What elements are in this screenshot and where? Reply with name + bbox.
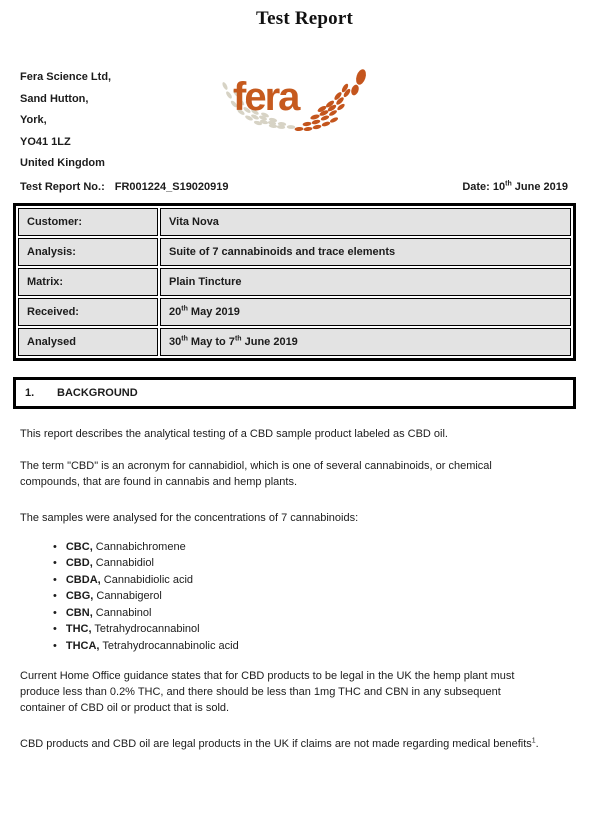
cannabinoid-item: • THCA, Tetrahydrocannabinolic acid <box>53 638 609 655</box>
cannabinoid-item: • CBG, Cannabigerol <box>53 588 609 605</box>
table-row <box>18 328 571 356</box>
cannabinoid-item: • CBDA, Cannabidiolic acid <box>53 572 609 589</box>
page-title: Test Report <box>255 8 353 29</box>
address-line: Fera Science Ltd, <box>20 71 112 83</box>
fera-logo-orange-seeds <box>295 68 368 132</box>
company-address <box>20 67 215 175</box>
report-number-label: Test Report No.: <box>20 180 105 193</box>
sample-info-table <box>13 203 576 361</box>
row-label: Customer: <box>18 208 158 236</box>
table-row <box>18 208 571 236</box>
background-paragraph: The samples were analysed for the concentrations of 7 cannabinoids: <box>20 511 359 524</box>
cannabinoid-list <box>53 539 609 655</box>
background-paragraph: The term "CBD" is an acronym for cannabidiol, which is one of several cannabinoids, or chemical compounds, that are found in cannabis and hemp plants. <box>20 459 492 488</box>
cannabinoid-item: • CBC, Cannabichromene <box>53 539 609 556</box>
section-title: BACKGROUND <box>57 386 138 399</box>
address-line: Sand Hutton, <box>20 92 89 105</box>
report-number <box>20 181 229 193</box>
report-meta-row <box>20 181 568 193</box>
row-value: 20th May 2019 <box>160 298 571 326</box>
fera-logo <box>215 65 375 137</box>
address-line: United Kingdom <box>20 157 105 169</box>
table-row <box>18 238 571 266</box>
address-line: YO41 1LZ <box>20 135 71 148</box>
background-paragraph: This report describes the analytical testing of a CBD sample product labeled as CBD oil. <box>20 427 448 440</box>
test-report-page <box>0 8 609 831</box>
cannabinoid-item: • CBD, Cannabidiol <box>53 555 609 572</box>
report-date: Date: 10th June 2019 <box>462 179 568 193</box>
row-value: 30th May to 7th June 2019 <box>160 328 571 356</box>
cannabinoid-item: • THC, Tetrahydrocannabinol <box>53 621 609 638</box>
section-header-background <box>13 377 576 409</box>
cannabinoid-item: • CBN, Cannabinol <box>53 605 609 622</box>
address-line: York, <box>20 114 47 126</box>
row-label: Received: <box>18 298 158 326</box>
table-row <box>18 268 571 296</box>
row-label: Analysed <box>18 328 158 356</box>
row-value: Suite of 7 cannabinoids and trace elements <box>160 238 571 266</box>
row-label: Matrix: <box>18 268 158 296</box>
section-number: 1. <box>25 386 35 399</box>
background-paragraph: Current Home Office guidance states that for CBD products to be legal in the UK the hemp plant must produce less than 0.2% THC, and there should be less than 1mg THC and CBN in any subsequent container of CBD oil or product that is sold. <box>20 670 515 714</box>
row-value: Vita Nova <box>160 208 571 236</box>
fera-logo-text: fera <box>233 75 299 119</box>
report-header <box>20 67 609 175</box>
background-paragraph: CBD products and CBD oil are legal products in the UK if claims are not made regarding medical benefits$^1$. <box>20 737 539 750</box>
table-row <box>18 298 571 326</box>
report-number-value: FR001224_S19020919 <box>114 180 229 193</box>
row-label: Analysis: <box>18 238 158 266</box>
row-value: Plain Tincture <box>160 268 571 296</box>
